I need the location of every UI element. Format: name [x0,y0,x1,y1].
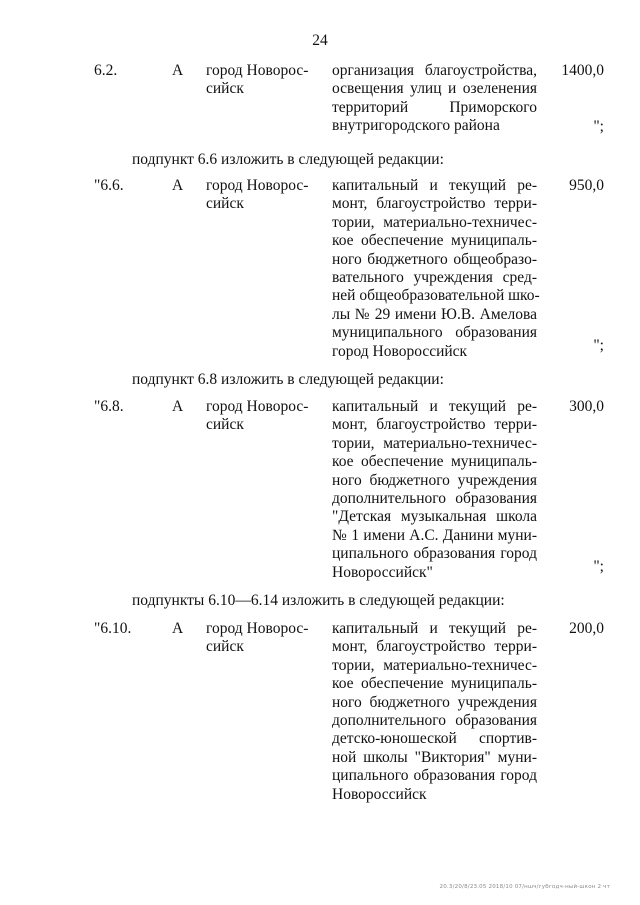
description-line: Новороссийск" [332,563,433,581]
category: А [172,620,184,637]
item-number: "6.10. [94,620,132,637]
description-line: вательного учреждения сред- [332,269,537,287]
description-line: монт, благоустройство терри- [332,416,537,434]
closing-mark: "; [593,337,604,354]
description-line: капитальный и текущий ре- [332,620,537,637]
amount: 200,0 [569,620,604,637]
category: А [172,398,184,415]
description-line: тории, материально-техничес- [332,656,537,674]
description-line: ного бюджетного общеобразо- [332,250,537,268]
city-cell [206,62,324,99]
description-line: ней общеобразовательной шко- [332,287,540,305]
description-cell [332,177,540,361]
description-line: ципального образования город [332,767,537,785]
description-line: тории, материально-техничес- [332,213,537,231]
city-line: город Новорос- [206,398,309,415]
amendment-instruction: подпункты 6.10—6.14 изложить в следующей редакции: [132,592,505,609]
description-line: ципального образования город [332,545,537,563]
closing-mark: "; [593,118,604,135]
description-line: № 1 имени А.С. Данини муни- [332,526,537,544]
description-line: кое обеспечение муниципаль- [332,232,537,250]
city-cell [206,398,324,435]
closing-mark: "; [593,558,604,575]
description-line: ной школы "Виктория" муни- [332,748,537,766]
description-line: территорий Приморского [332,98,537,116]
city-line: город Новорос- [206,62,309,79]
description-line: монт, благоустройство терри- [332,638,537,656]
description-cell [332,620,537,804]
city-line: сийск [206,195,244,213]
item-number: 6.2. [94,62,118,79]
description-line: лы № 29 имени Ю.В. Амелова [332,305,537,323]
description-line: ного бюджетного учреждения [332,471,537,489]
city-line: сийск [206,416,244,434]
amendment-instruction: подпункт 6.6 изложить в следующей редакции: [132,151,444,168]
city-line: город Новорос- [206,620,309,637]
city-line: город Новорос- [206,177,309,194]
description-line: дополнительного образования [332,490,537,508]
city-line: сийск [206,638,244,656]
document-footer-code: 20.3/20/8/23.05 2018/10 07/ншч/губгодч-ный-шкон 2 чт [439,884,610,890]
item-number: "6.8. [94,398,124,415]
category: А [172,62,184,79]
category: А [172,177,184,194]
page-number: 24 [312,32,328,49]
description-line: монт, благоустройство терри- [332,195,537,213]
description-line: муниципального образования [332,324,537,342]
amendment-instruction: подпункт 6.8 изложить в следующей редакции: [132,371,444,388]
description-cell [332,62,537,136]
description-line: "Детская музыкальная школа [332,508,537,526]
description-line: внутригородского района [332,117,500,135]
city-cell [206,177,324,214]
description-line: дополнительного образования [332,712,537,730]
description-line: город Новороссийск [332,342,468,360]
description-line: детско-юношеской спортив- [332,730,537,748]
description-line: капитальный и текущий ре- [332,398,537,415]
city-line: сийск [206,80,244,98]
description-line: кое обеспечение муниципаль- [332,453,537,471]
item-number: "6.6. [94,177,124,194]
description-cell [332,398,537,582]
city-cell [206,620,324,657]
amount: 300,0 [569,398,604,415]
description-line: организация благоустройства, [332,62,537,79]
description-line: Новороссийск [332,785,427,803]
amount: 1400,0 [561,62,604,79]
amount: 950,0 [569,177,604,194]
description-line: ного бюджетного учреждения [332,693,537,711]
description-line: тории, материально-техничес- [332,434,537,452]
description-line: освещения улиц и озеленения [332,80,537,98]
description-line: кое обеспечение муниципаль- [332,675,537,693]
description-line: капитальный и текущий ре- [332,177,537,194]
